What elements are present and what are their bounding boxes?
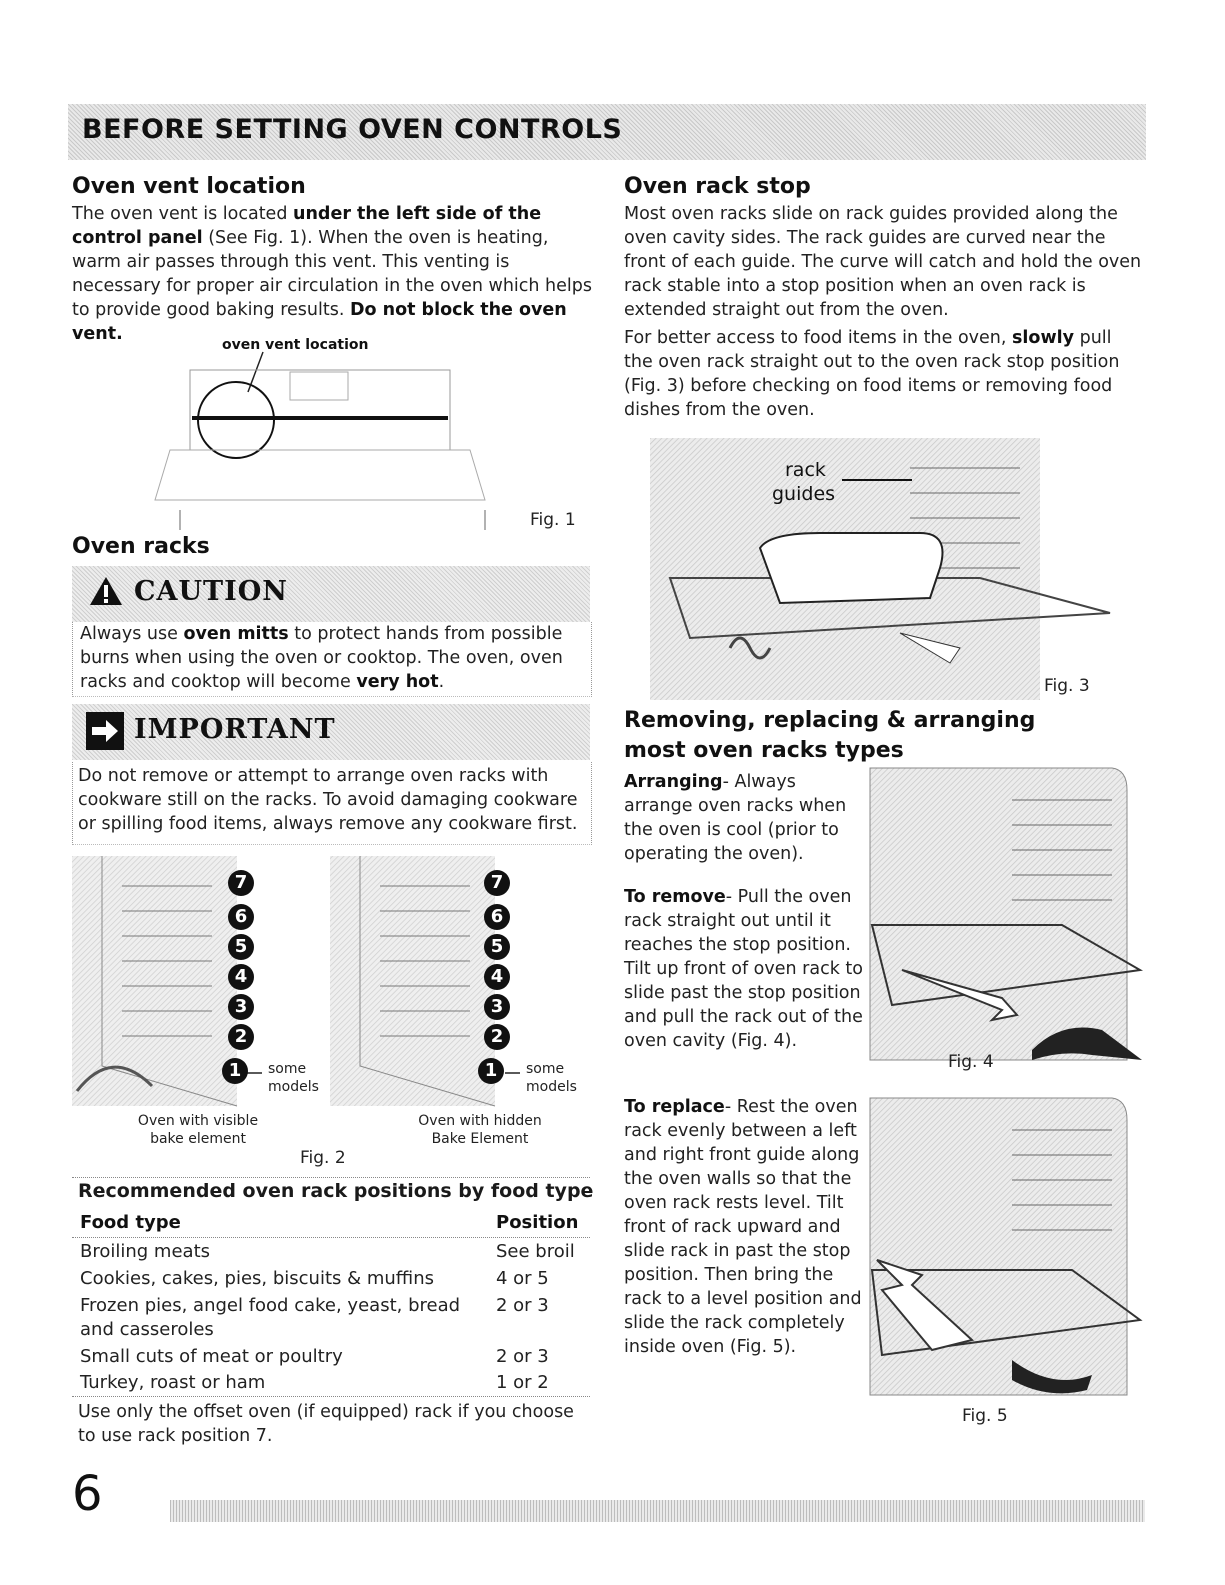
rack-position-3: 3 bbox=[228, 994, 254, 1020]
guides-callout: guides bbox=[772, 483, 836, 505]
fig2-illustration bbox=[72, 856, 592, 1156]
rack-position-7: 7 bbox=[484, 870, 510, 896]
caution-text: Always use oven mitts to protect hands from possible burns when using the oven or cooktop. The oven, oven racks and cooktop will become very hot. bbox=[80, 624, 563, 692]
rack-position-7: 7 bbox=[228, 870, 254, 896]
fig5-illustration bbox=[862, 1090, 1144, 1410]
some-models-left: some models bbox=[268, 1061, 319, 1095]
rack-position-5: 5 bbox=[228, 934, 254, 960]
warning-icon bbox=[88, 575, 124, 607]
rack-position-4: 4 bbox=[228, 964, 254, 990]
some-models-right: some models bbox=[526, 1061, 577, 1095]
vent-paragraph: The oven vent is located under the left side of the control panel (See Fig. 1). When the oven is heating, warm air passes through this vent. This venting is necessary for proper air circulation in the oven which helps to provide good baking results. Do not block the oven vent. bbox=[72, 204, 592, 344]
rack-position-5: 5 bbox=[484, 934, 510, 960]
rack-position-3: 3 bbox=[484, 994, 510, 1020]
fig2-label: Fig. 2 bbox=[300, 1148, 346, 1168]
rackstop-paragraph-2: For better access to food items in the oven, slowly pull the oven rack straight out to the oven rack stop position (Fig. 3) before checking on food items or removing food dishes from the oven. bbox=[624, 328, 1120, 420]
vent-heading: Oven vent location bbox=[72, 174, 306, 199]
fig4-illustration bbox=[862, 760, 1144, 1080]
rack-position-1: 1 bbox=[222, 1058, 248, 1084]
replace-paragraph: To replace- Rest the oven rack evenly between a left and right front guide along the oven walls so that the oven rack rests level. Tilt front of rack upward and slide rack in past the stop position. Then bring the rack to a level position and slide the rack completely inside oven (Fig. 5). bbox=[624, 1097, 862, 1357]
vent-callout: oven vent location bbox=[222, 337, 369, 353]
table-title: Recommended oven rack positions by food type bbox=[78, 1180, 594, 1202]
page-number: 6 bbox=[72, 1466, 103, 1522]
divider bbox=[72, 1237, 590, 1238]
important-title: IMPORTANT bbox=[134, 714, 336, 745]
rackstop-paragraph-1: Most oven racks slide on rack guides provided along the oven cavity sides. The rack guides are curved near the front of each guide. The curve will catch and hold the oven rack stable into a stop position when an oven rack is extended straight out from the oven. bbox=[624, 204, 1142, 320]
table-note: Use only the offset oven (if equipped) rack if you choose to use rack position 7. bbox=[78, 1402, 574, 1446]
important-text: Do not remove or attempt to arrange oven racks with cookware still on the racks. To avoid damaging cookware or spilling food items, always remove any cookware first. bbox=[78, 766, 578, 834]
rack-position-4: 4 bbox=[484, 964, 510, 990]
rack-position-2: 2 bbox=[228, 1024, 254, 1050]
fig1-label: Fig. 1 bbox=[530, 510, 576, 530]
rack-position-1: 1 bbox=[478, 1058, 504, 1084]
arranging-heading: Removing, replacing & arranging most oven racks types bbox=[624, 708, 1036, 763]
arranging-paragraph: Arranging- Always arrange oven racks when the oven is cool (prior to operating the oven). bbox=[624, 772, 847, 864]
footer-bar bbox=[170, 1500, 1145, 1522]
fig3-illustration bbox=[650, 438, 1120, 700]
fig4-label: Fig. 4 bbox=[948, 1052, 994, 1072]
rack-position-6: 6 bbox=[228, 904, 254, 930]
fig2-right-caption: Oven with hidden Bake Element bbox=[418, 1113, 542, 1147]
fig5-label: Fig. 5 bbox=[962, 1406, 1008, 1426]
rack-callout: rack bbox=[785, 459, 826, 481]
rackstop-heading: Oven rack stop bbox=[624, 174, 811, 199]
divider bbox=[72, 1177, 590, 1178]
fig3-label: Fig. 3 bbox=[1044, 676, 1090, 696]
fig2-left-caption: Oven with visible bake element bbox=[137, 1113, 259, 1147]
fig1-illustration bbox=[140, 330, 500, 530]
divider bbox=[72, 1396, 590, 1397]
col-position: Position bbox=[496, 1212, 579, 1233]
important-arrow-icon bbox=[86, 712, 124, 750]
page-title: BEFORE SETTING OVEN CONTROLS bbox=[82, 114, 623, 145]
rack-position-6: 6 bbox=[484, 904, 510, 930]
rack-position-2: 2 bbox=[484, 1024, 510, 1050]
racks-heading: Oven racks bbox=[72, 534, 210, 559]
remove-paragraph: To remove- Pull the oven rack straight out until it reaches the stop position. Tilt up front of oven rack to slide past the stop position and pull the rack out of the oven cavity (Fig. 4). bbox=[624, 887, 863, 1051]
col-food-type: Food type bbox=[80, 1212, 181, 1233]
caution-title: CAUTION bbox=[134, 576, 288, 607]
